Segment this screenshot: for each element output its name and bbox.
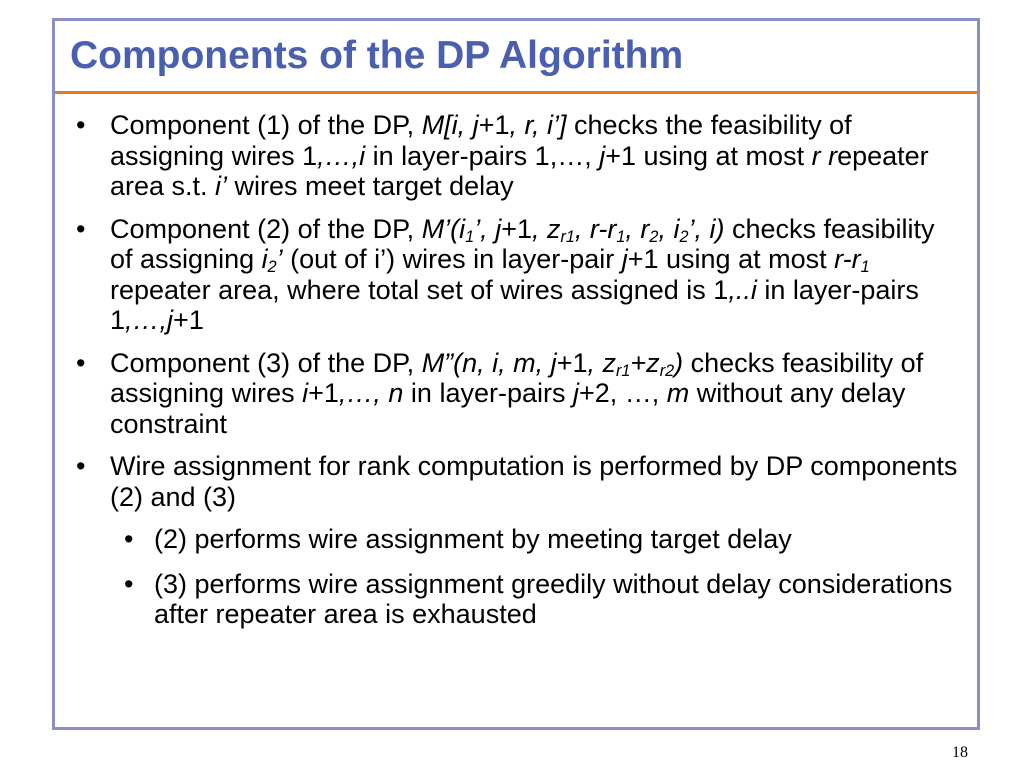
italic-run: ) xyxy=(674,347,684,378)
italic-run: i xyxy=(302,378,309,408)
subscript-run: 2 xyxy=(679,227,689,246)
text-run: Component (2) of the DP, xyxy=(110,213,422,244)
text-run: epeater area s.t. xyxy=(110,140,929,201)
sub-bullet-component-3 xyxy=(70,569,962,630)
bullet-text xyxy=(110,451,957,512)
italic-run: ’, i) xyxy=(688,213,725,244)
text-run: checks the feasibility of assigning wires 1 xyxy=(110,110,852,171)
slide-body xyxy=(70,110,962,644)
text-run: without any delay constraint xyxy=(110,378,906,439)
italic-run: , z xyxy=(587,347,616,378)
italic-run: , r, i’] xyxy=(509,110,567,140)
italic-run: ,…, n xyxy=(338,378,404,408)
text-run: +1 xyxy=(556,347,588,378)
italic-run: i xyxy=(261,244,268,274)
italic-run: , i xyxy=(658,213,680,244)
bullet-component-1 xyxy=(70,110,962,202)
text-run: in layer-pairs xyxy=(403,378,573,408)
text-run: Component (1) of the DP, xyxy=(110,110,422,140)
sub-bullet-dot-icon: • xyxy=(124,524,134,554)
italic-run: M’(i xyxy=(421,213,466,244)
italic-run: ’, j xyxy=(474,213,502,244)
subscript-run: r1 xyxy=(560,227,575,246)
text-run: +1 xyxy=(501,213,532,244)
text-run: Wire assignment for rank computation is performed by DP components (2) and (3) xyxy=(110,451,958,512)
italic-run: i’ xyxy=(215,171,228,201)
italic-run: +z xyxy=(630,347,660,378)
bullet-text xyxy=(110,110,929,201)
italic-run: j xyxy=(621,244,628,274)
text-run: +1 xyxy=(173,305,204,335)
sub-bullet-text: (2) performs wire assignment by meeting target delay xyxy=(154,524,792,554)
italic-run: ,…,j xyxy=(125,305,174,335)
bullet-component-2 xyxy=(70,214,962,336)
text-run: checks feasibility of assigning xyxy=(110,213,935,274)
text-run: +2, …, xyxy=(578,378,667,408)
italic-run: , r xyxy=(625,213,650,244)
text-run: checks feasibility of assigning wires xyxy=(110,347,924,408)
italic-run: r r xyxy=(811,140,838,171)
sub-bullet-text: (3) performs wire assignment greedily without delay considerations after repeater area is exhausted xyxy=(154,568,953,629)
text-run: +1 using at most xyxy=(605,140,812,171)
italic-run: r-r xyxy=(834,244,861,274)
sub-bullet-component-2 xyxy=(70,524,962,555)
bullet-dot-icon: • xyxy=(76,347,86,378)
bullet-dot-icon: • xyxy=(76,451,86,481)
bullet-component-3 xyxy=(70,348,962,440)
italic-run: m xyxy=(666,378,690,408)
italic-run: M”(n, i, m, j xyxy=(421,347,557,378)
text-run: +1 xyxy=(478,110,510,140)
page-number: 18 xyxy=(952,744,968,761)
italic-run: ’ xyxy=(276,244,283,274)
text-run: +1 using at most xyxy=(627,244,835,274)
subscript-run: r1 xyxy=(616,361,631,380)
italic-run: ,..i xyxy=(728,274,757,305)
text-run: +1 xyxy=(308,378,339,408)
bullet-dot-icon: • xyxy=(76,110,86,140)
italic-run: j xyxy=(599,140,606,171)
text-run: wires meet target delay xyxy=(227,171,514,201)
subscript-run: 2 xyxy=(267,258,277,277)
italic-run: ,…,i xyxy=(317,140,366,171)
bullet-wire-assignment xyxy=(70,451,962,512)
subscript-run: 1 xyxy=(465,227,475,246)
sub-bullet-dot-icon: • xyxy=(124,568,134,599)
text-run: in layer-pairs 1,…, xyxy=(365,140,600,171)
title-divider xyxy=(55,91,977,94)
text-run: (out of i’) wires in layer-pair xyxy=(282,244,622,274)
bullet-text xyxy=(110,348,923,439)
italic-run: j xyxy=(572,378,579,408)
text-run: repeater area, where total set of wires assigned is 1 xyxy=(110,274,729,305)
italic-run: , r-r xyxy=(574,213,617,244)
italic-run: M[i, j xyxy=(421,110,479,140)
slide-title: Components of the DP Algorithm xyxy=(70,34,684,77)
subscript-run: r2 xyxy=(659,361,675,380)
subscript-run: 1 xyxy=(616,227,626,246)
text-run: in layer-pairs 1 xyxy=(110,274,919,335)
italic-run: , z xyxy=(531,213,561,244)
subscript-run: 1 xyxy=(860,258,870,277)
subscript-run: 2 xyxy=(649,227,659,246)
text-run: Component (3) of the DP, xyxy=(110,347,422,378)
bullet-dot-icon: • xyxy=(76,213,86,244)
bullet-text xyxy=(110,214,935,336)
